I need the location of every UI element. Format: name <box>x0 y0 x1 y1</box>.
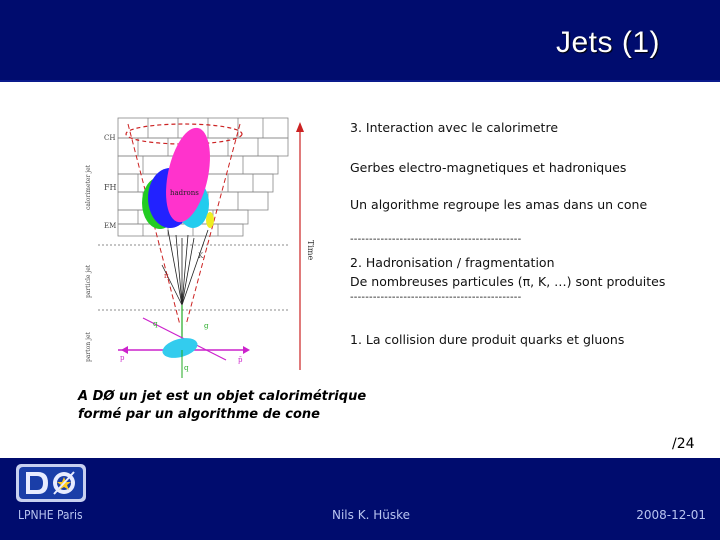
text-separator-1: --------------------------------------------- <box>350 234 522 245</box>
footer-bar <box>0 458 720 540</box>
page-number: /24 <box>672 436 695 452</box>
note-line-1: A DØ un jet est un objet calorimétrique <box>78 389 367 404</box>
beam-arrow-left <box>121 346 128 354</box>
parton-collision <box>160 335 199 362</box>
label-pi: π <box>164 272 169 280</box>
footer-institution: LPNHE Paris <box>18 508 83 522</box>
label-particle-jet: particle jet <box>85 264 92 298</box>
time-arrow-head <box>296 122 304 132</box>
label-hadrons: hadrons <box>170 189 199 197</box>
note-line-2: formé par un algorithme de cone <box>78 407 320 422</box>
text-line-1: 3. Interaction avec le calorimetre <box>350 120 559 135</box>
label-calorimeter-jet: calorimeter jet <box>85 164 92 210</box>
text-line-4: 2. Hadronisation / fragmentation <box>350 255 555 270</box>
slide-title: Jets (1) <box>555 26 660 59</box>
note-box <box>78 388 366 424</box>
label-p-left: p <box>120 354 125 362</box>
label-q-left: q <box>153 320 158 328</box>
label-time: Time <box>306 240 315 261</box>
label-em: EM <box>104 222 117 230</box>
label-parton-jet: parton jet <box>85 332 92 362</box>
text-line-5: De nombreuses particules (π, K, …) sont produites <box>350 274 666 289</box>
label-pbar-right: p̄ <box>238 356 243 364</box>
label-k: K <box>198 252 204 260</box>
text-line-2: Gerbes electro-magnetiques et hadroniques <box>350 160 627 175</box>
d0-logo-icon <box>16 464 86 502</box>
label-fh: FH <box>104 183 117 192</box>
beam-arrow-right <box>243 346 250 354</box>
label-ch: CH <box>104 134 116 142</box>
label-q-bottom: q <box>184 364 189 372</box>
label-g: g <box>204 322 209 330</box>
shower-yellow <box>206 212 214 228</box>
jet-diagram <box>85 100 328 382</box>
footer-author: Nils K. Hüske <box>332 508 410 522</box>
text-line-6: 1. La collision dure produit quarks et gluons <box>350 332 625 347</box>
header-bar <box>0 0 720 82</box>
text-line-3: Un algorithme regroupe les amas dans un cone <box>350 197 648 212</box>
footer-date: 2008-12-01 <box>636 508 706 522</box>
text-separator-2: --------------------------------------------- <box>350 292 522 303</box>
